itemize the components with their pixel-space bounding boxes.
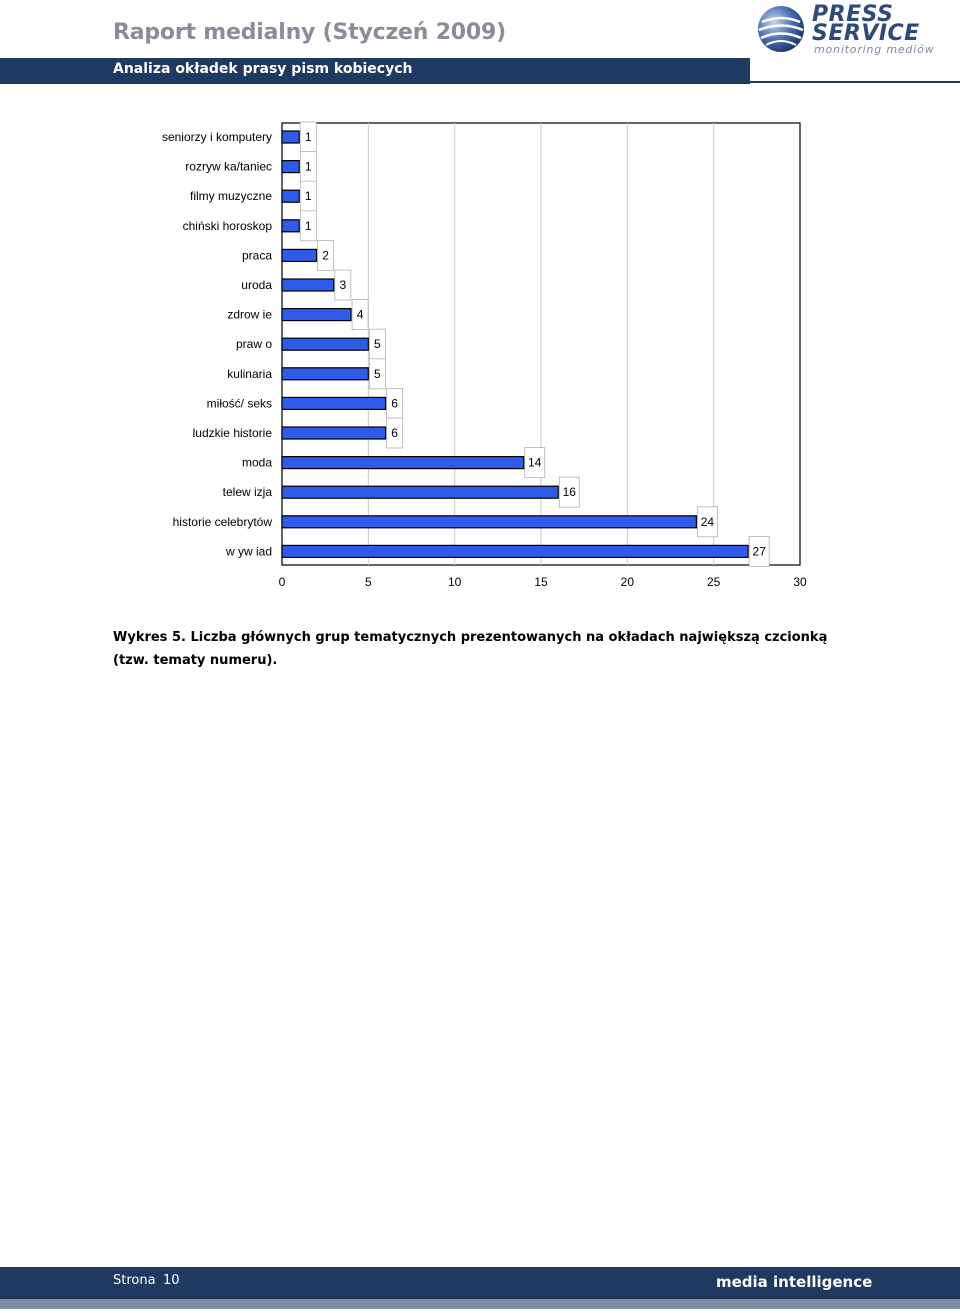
category-label: kulinaria [227, 366, 272, 381]
bar [282, 516, 696, 528]
bar [282, 309, 351, 321]
footer-bar [0, 1267, 960, 1299]
bar [282, 249, 317, 261]
x-tick-label: 25 [706, 575, 721, 589]
category-label: telew izja [222, 485, 272, 500]
header-rule [750, 81, 960, 83]
bar [282, 368, 368, 380]
data-label: 5 [373, 337, 381, 352]
bar [282, 338, 368, 350]
bar [282, 161, 299, 173]
press-service-logo [756, 2, 956, 56]
category-label: praw o [235, 337, 272, 352]
x-tick-label: 5 [364, 575, 372, 589]
category-label: praca [241, 248, 272, 263]
data-label: 6 [391, 396, 398, 411]
data-label: 27 [752, 544, 766, 559]
x-tick-label: 20 [620, 575, 635, 589]
data-label: 1 [304, 130, 312, 144]
category-label: w yw iad [225, 544, 272, 559]
category-label: moda [241, 455, 272, 470]
bar [282, 397, 386, 409]
category-label: zdrow ie [227, 307, 272, 322]
data-label: 3 [339, 278, 347, 292]
bar [282, 190, 299, 202]
page-number: 10 [163, 1273, 180, 1288]
x-tick-label: 30 [793, 575, 807, 589]
logo-tagline: monitoring mediów [814, 43, 935, 56]
bar [282, 545, 748, 557]
footer-stripe [0, 1299, 960, 1309]
category-label: miłość/ seks [206, 396, 272, 411]
report-title: Raport medialny (Styczeń 2009) [113, 20, 506, 45]
data-label: 1 [304, 189, 312, 204]
figure-caption: Wykres 5. Liczba głównych grup tematycznych prezentowanych na okładach największą czcionką (tzw. tematy numeru). [113, 630, 828, 668]
data-label: 16 [562, 485, 576, 500]
category-label: seniorzy i komputery [161, 130, 272, 144]
category-label: historie celebrytów [172, 514, 272, 529]
data-label: 14 [528, 455, 542, 470]
data-label: 1 [304, 218, 312, 233]
category-label: chiński horoskop [182, 218, 272, 233]
bar [282, 486, 558, 498]
logo-word-service: SERVICE [812, 21, 920, 46]
category-label: rozryw ka/taniec [185, 159, 272, 174]
bar [282, 220, 299, 232]
subtitle-bar [0, 58, 750, 84]
bar-chart [0, 110, 960, 610]
bar [282, 457, 524, 469]
category-label: ludzkie historie [192, 426, 272, 440]
footer-brand: media intelligence [716, 1273, 873, 1291]
bar [282, 427, 386, 439]
data-label: 6 [391, 426, 398, 440]
data-label: 1 [304, 159, 312, 174]
report-subtitle: Analiza okładek prasy pism kobiecych [113, 61, 413, 77]
x-tick-label: 0 [278, 575, 286, 589]
data-label: 24 [700, 514, 715, 529]
page-label: Strona [113, 1273, 156, 1288]
bar [282, 131, 299, 143]
x-tick-label: 10 [447, 575, 462, 589]
bar [282, 279, 334, 291]
data-label: 5 [373, 366, 381, 381]
data-label: 2 [322, 248, 329, 263]
category-label: uroda [241, 278, 272, 292]
logo-word-press: PRESS [812, 2, 894, 27]
globe-icon [756, 4, 806, 54]
x-tick-label: 15 [534, 575, 548, 589]
category-label: filmy muzyczne [189, 189, 272, 204]
data-label: 4 [356, 307, 364, 322]
